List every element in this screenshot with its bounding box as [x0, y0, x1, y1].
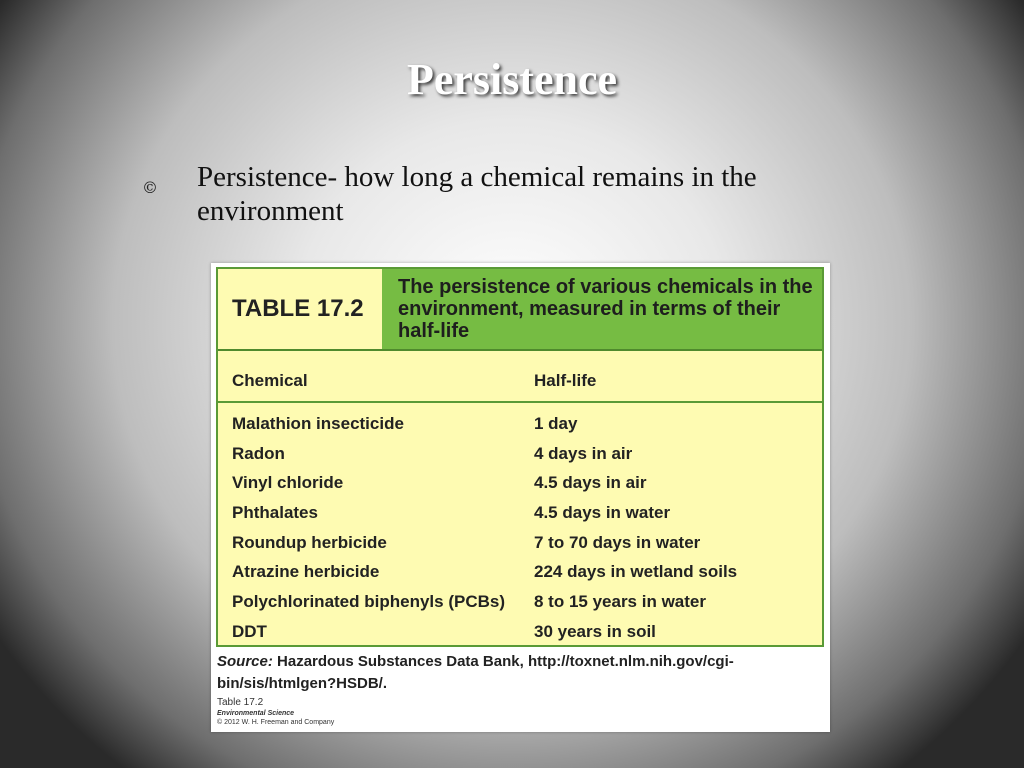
chemical-cell: Malathion insecticide: [232, 414, 404, 433]
source-text: Hazardous Substances Data Bank, http://toxnet.nlm.nih.gov/cgi-bin/sis/htmlgen?HSDB/.: [217, 653, 734, 692]
table-number: TABLE 17.2: [218, 269, 382, 349]
credit-copyright: © 2012 W. H. Freeman and Company: [217, 719, 335, 726]
chemical-cell: Vinyl chloride: [232, 473, 344, 493]
slide-title: Persistence: [406, 55, 618, 104]
chemical-cell: Roundup herbicide: [232, 532, 387, 552]
bullet-icon: ©: [142, 178, 158, 197]
table-source: [217, 651, 817, 695]
credit-book-title: Environmental Science: [217, 710, 295, 717]
table-title: The persistence of various chemicals in the environment, measured in terms of their half-life: [398, 276, 813, 342]
credit-table-number: Table 17.2: [217, 697, 264, 708]
half-life-cell: 7 to 70 days in water: [534, 532, 701, 552]
table-row: [218, 473, 822, 503]
chemical-cell: Phthalates: [232, 503, 318, 523]
half-life-cell: 4.5 days in air: [534, 473, 647, 493]
half-life-cell: 224 days in wetland soils: [534, 562, 738, 582]
half-life-cell: 8 to 15 years in water: [534, 592, 706, 612]
half-life-cell: 30 years in soil: [534, 621, 656, 641]
table-row: [218, 562, 822, 592]
table-row: [218, 444, 822, 474]
half-life-cell: 1 day: [534, 414, 578, 433]
bullet-text: Persistence- how long a chemical remains in the environment: [197, 161, 757, 227]
source-label: Source:: [217, 653, 273, 670]
column-header-half-life: Half-life: [534, 371, 597, 390]
table-row: [218, 503, 822, 533]
table-row: [218, 414, 822, 444]
chemical-cell: Polychlorinated biphenyls (PCBs): [232, 592, 505, 612]
chemical-cell: DDT: [232, 621, 267, 641]
chemical-cell: Atrazine herbicide: [232, 562, 380, 582]
table-header-band: [218, 269, 822, 351]
table-figure: [211, 263, 830, 732]
half-life-cell: 4.5 days in water: [534, 503, 671, 523]
figure-credit: [217, 697, 334, 727]
header-divider: [218, 401, 822, 403]
half-life-cell: 4 days in air: [534, 443, 633, 463]
persistence-table: [216, 267, 824, 647]
chemical-cell: Radon: [232, 443, 285, 463]
table-row: [218, 533, 822, 563]
table-body: [218, 414, 822, 652]
table-row: [218, 622, 822, 652]
table-row: [218, 592, 822, 622]
column-header-chemical: Chemical: [232, 371, 308, 390]
